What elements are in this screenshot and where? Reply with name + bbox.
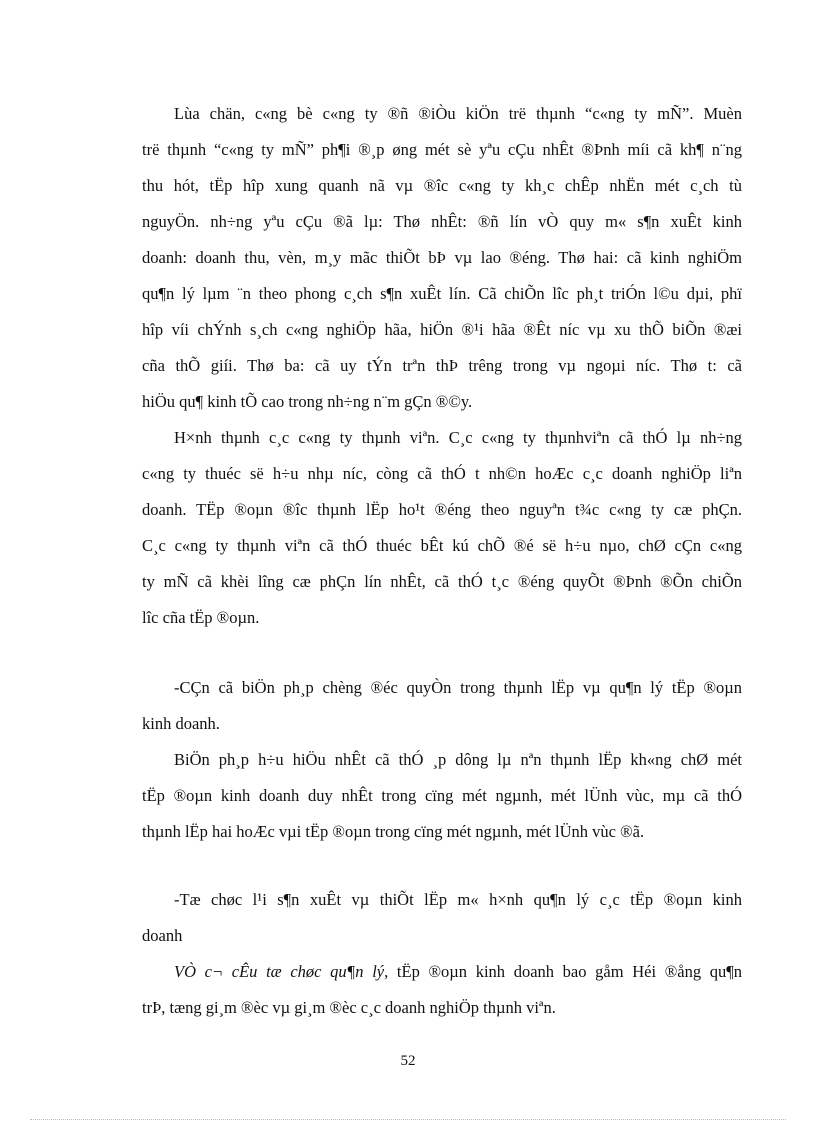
text-line: trÞ, tæng gi¸m ®èc vµ gi¸m ®èc c¸c doanh nghiÖp thµnh viªn.: [142, 998, 556, 1017]
text-line: hiÖu qu¶ kinh tÕ cao trong nh÷ng n¨m gÇn ®©y.: [142, 392, 473, 411]
text-line: BiÖn ph¸p h÷u hiÖu nhÊt cã thÓ ¸p dông lµ nªn thµnh lËp kh«ng chØ mét: [174, 750, 742, 769]
italic-heading: VÒ c¬ cÊu tæ chøc qu¶n lý: [174, 962, 385, 981]
text-line: doanh: doanh thu, vèn, m¸y mãc thiÕt bÞ vµ lao ®éng. Thø hai: cã kinh nghiÖm: [142, 248, 742, 267]
text-line: C¸c c«ng ty thµnh viªn cã thÓ thuéc bÊt kú chÕ ®é së h÷u nµo, chØ cÇn c«ng: [142, 536, 742, 555]
text-line: -CÇn cã biÖn ph¸p chèng ®éc quyÒn trong thµnh lËp vµ qu¶n lý tËp ®oµn: [174, 678, 742, 697]
bottom-divider: [30, 1119, 786, 1120]
text-line: [174, 962, 742, 982]
text-line: ty mÑ cã khèi lîng cæ phÇn lín nhÊt, cã thÓ t¸c ®éng quyÕt ®Þnh ®Õn chiÕn: [142, 572, 742, 591]
page-number: 52: [400, 1053, 416, 1069]
text-line: thu hót, tËp hîp xung quanh nã vµ ®îc c«ng ty kh¸c chÊp nhËn mét c¸ch tù: [142, 176, 742, 195]
text-line: kinh doanh.: [142, 714, 220, 733]
text-line: c«ng ty thuéc së h÷u nhµ níc, còng cã thÓ t nh©n hoÆc c¸c doanh nghiÖp liªn: [142, 464, 742, 483]
text-line: thµnh lËp hai hoÆc vµi tËp ®oµn trong cïng mét ngµnh, mét lÜnh vùc ®ã.: [142, 822, 645, 841]
text-run: , tËp ®oµn kinh doanh bao gåm Héi ®ång qu¶n: [384, 962, 742, 981]
text-line: nguyÖn. nh÷ng yªu cÇu ®ã lµ: Thø nhÊt: ®ñ lín vÒ quy m« s¶n xuÊt kinh: [142, 212, 742, 231]
text-line: cña thÕ giíi. Thø ba: cã uy tÝn trªn thÞ trêng trong vµ ngoµi níc. Thø t: cã: [142, 356, 742, 375]
text-line: trë thµnh “c«ng ty mÑ” ph¶i ®¸p øng mét sè yªu cÇu nhÊt ®Þnh míi cã kh¶ n¨ng: [142, 140, 742, 159]
text-line: tËp ®oµn kinh doanh duy nhÊt trong cïng mét ngµnh, mét lÜnh vùc, mµ cã thÓ: [142, 786, 742, 805]
text-line: lîc cña tËp ®oµn.: [142, 608, 260, 627]
text-line: doanh: [142, 926, 183, 945]
text-line: H×nh thµnh c¸c c«ng ty thµnh viªn. C¸c c«ng ty thµnhviªn cã thÓ lµ nh÷ng: [174, 428, 742, 447]
text-line: Lùa chän, c«ng bè c«ng ty ®ñ ®iÒu kiÖn trë thµnh “c«ng ty mÑ”. Muèn: [174, 104, 742, 123]
text-line: qu¶n lý lµm ¨n theo phong c¸ch s¶n xuÊt lín. Cã chiÕn lîc ph¸t triÓn l©u dµi, phï: [142, 284, 742, 303]
text-line: -Tæ chøc l¹i s¶n xuÊt vµ thiÕt lËp m« h×nh qu¶n lý c¸c tËp ®oµn kinh: [174, 890, 742, 909]
text-line: hîp víi chÝnh s¸ch c«ng nghiÖp hãa, hiÖn ®¹i hãa ®Êt níc vµ xu thÕ biÕn ®æi: [142, 320, 742, 339]
text-line: doanh. TËp ®oµn ®îc thµnh lËp ho¹t ®éng theo nguyªn t¾c c«ng ty cæ phÇn.: [142, 500, 742, 519]
